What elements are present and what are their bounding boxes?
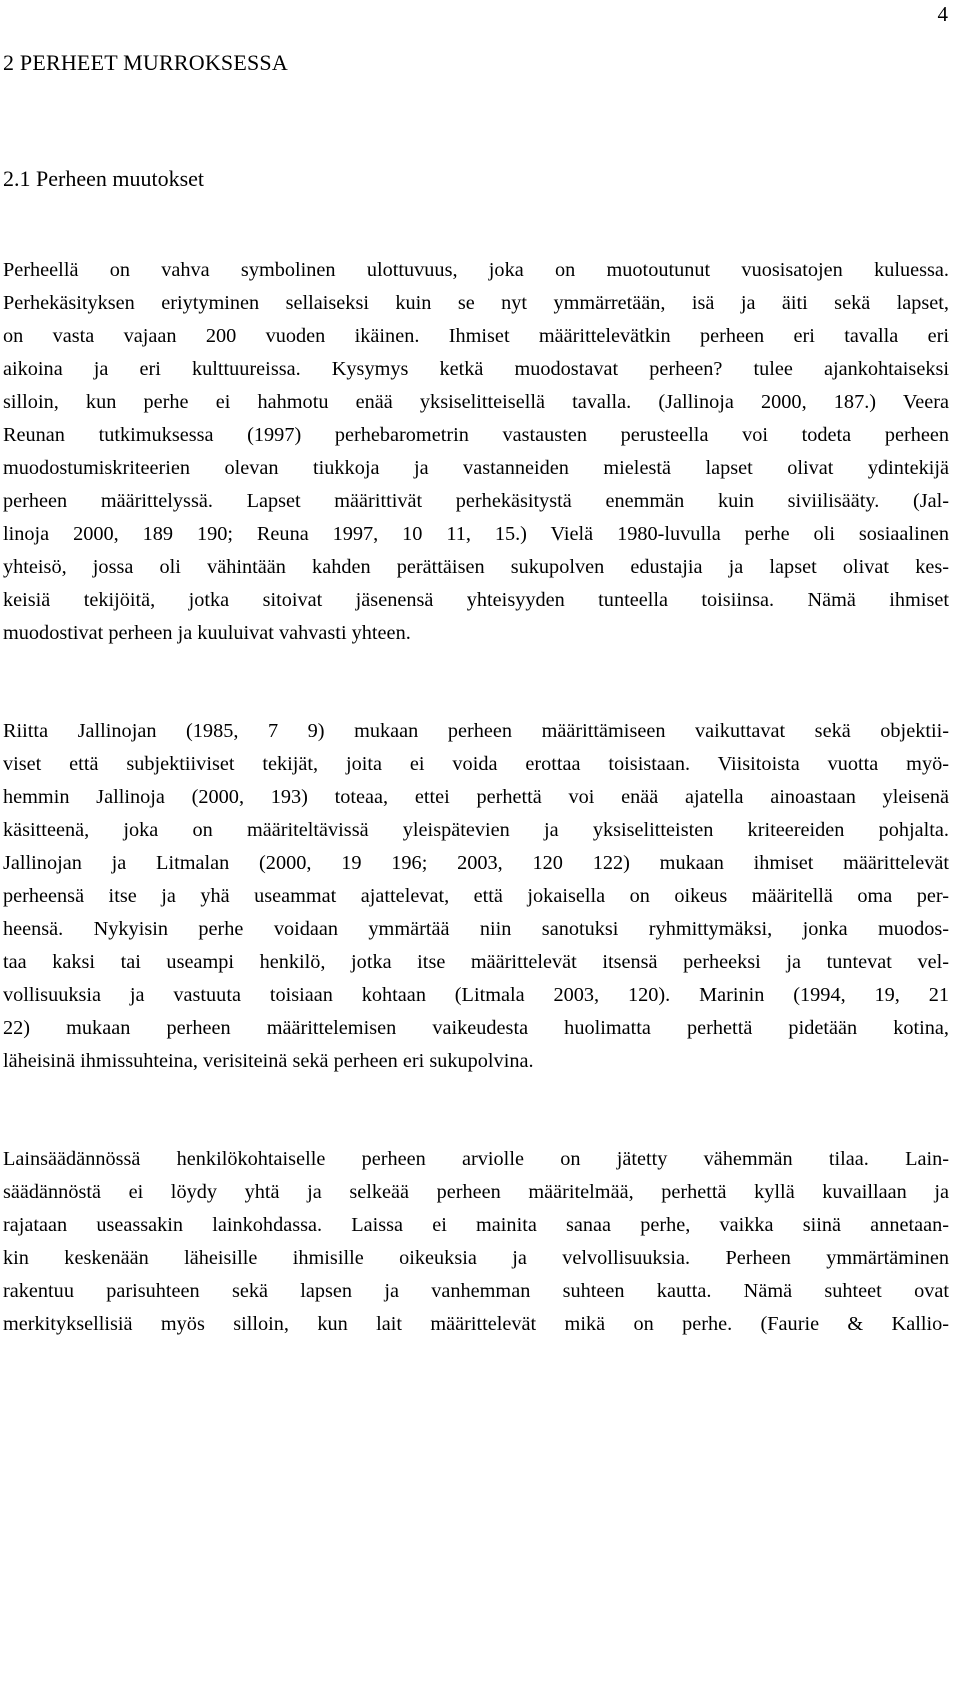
text-line: linoja 2000, 189 190; Reuna 1997, 10 11, 15.) Vielä 1980-luvulla perhe oli sosiaalinen (3, 523, 949, 545)
text-line: rajataan useassakin lainkohdassa. Laissa ei mainita sanaa perhe, vaikka siinä annetaan- (3, 1214, 949, 1236)
text-line: Perheellä on vahva symbolinen ulottuvuus, joka on muotoutunut vuosisatojen kuluessa. (3, 259, 949, 281)
text-line: yhteisö, jossa oli vähintään kahden perättäisen sukupolven edustajia ja lapset olivat kes- (3, 556, 949, 578)
text-line: Lainsäädännössä henkilökohtaiselle perheen arviolle on jätetty vähemmän tilaa. Lain- (3, 1148, 949, 1170)
text-line: 22) mukaan perheen määrittelemisen vaikeudesta huolimatta perhettä pidetään kotina, (3, 1017, 949, 1039)
text-line: muodostivat perheen ja kuuluivat vahvasti yhteen. (3, 622, 411, 644)
page-number: 4 (937, 2, 948, 26)
text-line: kin keskenään läheisille ihmisille oikeuksia ja velvollisuuksia. Perheen ymmärtäminen (3, 1247, 949, 1269)
text-line: hemmin Jallinoja (2000, 193) toteaa, ettei perhettä voi enää ajatella ainoastaan yleisenä (3, 786, 949, 808)
text-line: käsitteenä, joka on määriteltävissä yleispätevien ja yksiselitteisten kriteereiden pohjalta. (3, 819, 949, 841)
text-line: perheensä itse ja yhä useammat ajattelevat, että jokaisella on oikeus määritellä oma per- (3, 885, 949, 907)
text-line: Jallinojan ja Litmalan (2000, 19 196; 2003, 120 122) mukaan ihmiset määrittelevät (3, 852, 949, 874)
text-line: silloin, kun perhe ei hahmotu enää yksiselitteisellä tavalla. (Jallinoja 2000, 187.) Veera (3, 391, 949, 413)
text-line: perheen määrittelyssä. Lapset määrittivät perhekäsitystä enemmän kuin siviilisääty. (Jal- (3, 490, 949, 512)
text-line: säädännöstä ei löydy yhtä ja selkeää perheen määritelmää, perhettä kyllä kuvaillaan ja (3, 1181, 949, 1203)
text-line: Reunan tutkimuksessa (1997) perhebarometrin vastausten perusteella voi todeta perheen (3, 424, 949, 446)
text-line: Riitta Jallinojan (1985, 7 9) mukaan perheen määrittämiseen vaikuttavat sekä objektii- (3, 720, 949, 742)
text-line: on vasta vajaan 200 vuoden ikäinen. Ihmiset määrittelevätkin perheen eri tavalla eri (3, 325, 949, 347)
text-line: viset että subjektiiviset tekijät, joita ei voida erottaa toisistaan. Viisitoista vuotta myö- (3, 753, 949, 775)
text-line: merkityksellisiä myös silloin, kun lait määrittelevät mikä on perhe. (Faurie & Kallio- (3, 1313, 949, 1335)
text-line: läheisinä ihmissuhteina, verisiteinä sekä perheen eri sukupolvina. (3, 1050, 534, 1072)
text-line: aikoina ja eri kulttuureissa. Kysymys ketkä muodostavat perheen? tulee ajankohtaiseksi (3, 358, 949, 380)
text-line: keisiä tekijöitä, jotka sitoivat jäsenensä yhteisyyden tunteella toisiinsa. Nämä ihmiset (3, 589, 949, 611)
text-line: taa kaksi tai useampi henkilö, jotka itse määrittelevät itsensä perheeksi ja tuntevat vel- (3, 951, 949, 973)
text-line: muodostumiskriteerien olevan tiukkoja ja vastanneiden mielestä lapset olivat ydintekijä (3, 457, 949, 479)
text-line: vollisuuksia ja vastuuta toisiaan kohtaan (Litmala 2003, 120). Marinin (1994, 19, 21 (3, 984, 949, 1006)
chapter-heading: 2 PERHEET MURROKSESSA (3, 50, 288, 75)
text-line: Perhekäsityksen eriytyminen sellaiseksi kuin se nyt ymmärretään, isä ja äiti sekä lapset, (3, 292, 949, 314)
text-line: rakentuu parisuhteen sekä lapsen ja vanhemman suhteen kautta. Nämä suhteet ovat (3, 1280, 949, 1302)
section-heading: 2.1 Perheen muutokset (3, 166, 205, 191)
text-line: heensä. Nykyisin perhe voidaan ymmärtää niin sanotuksi ryhmittymäksi, jonka muodos- (3, 918, 949, 940)
